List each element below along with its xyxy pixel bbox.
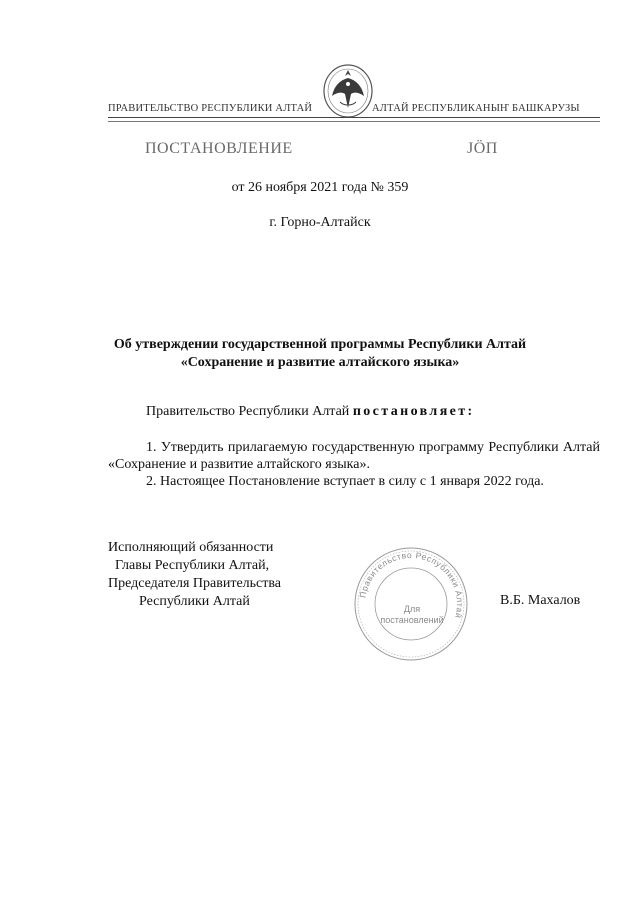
coat-of-arms-emblem <box>318 58 378 120</box>
stamp-inner-line-2: постановлений <box>380 615 444 625</box>
doc-type-ru: ПОСТАНОВЛЕНИЕ <box>145 140 293 157</box>
doc-type-alt: ЈӦП <box>467 140 498 157</box>
preamble-text: Правительство Республики Алтай <box>146 404 350 419</box>
title-line-1: Об утверждении государственной программы Республики Алтай <box>113 337 527 352</box>
header-rule-thin <box>108 121 600 122</box>
header-right-text: АЛТАЙ РЕСПУБЛИКАНЫҤ БАШКАРУЗЫ <box>372 103 580 114</box>
date-line: от 26 ноября 2021 года № 359 <box>231 180 409 195</box>
header-rule <box>108 117 600 118</box>
stamp-inner-line-1: Для <box>403 604 421 614</box>
signature-block <box>108 539 281 611</box>
signature-line-4: Республики Алтай <box>139 594 250 609</box>
paragraph-2: 2. Настоящее Постановление вступает в силу с 1 января 2022 года. <box>146 474 544 489</box>
signer-name: В.Б. Махалов <box>500 593 581 608</box>
title-line-2: «Сохранение и развитие алтайского языка» <box>180 355 460 370</box>
stamp-outer-text: Правительство Республики Алтай <box>357 549 466 620</box>
preamble <box>146 404 475 420</box>
signature-line-2: Главы Республики Алтай, <box>115 558 270 573</box>
signature-line-3: Председателя Правительства <box>108 576 282 591</box>
city-line: г. Горно-Алтайск <box>269 215 371 230</box>
header-left-text: ПРАВИТЕЛЬСТВО РЕСПУБЛИКИ АЛТАЙ <box>108 103 313 114</box>
stamp-inner-text <box>372 604 452 626</box>
paragraph-1: 1. Утвердить прилагаемую государственную программу Республики Алтай «Сохранение и развитие алтайского языка». <box>108 440 600 472</box>
document-title <box>0 336 640 372</box>
signature-line-1: Исполняющий обязанности <box>108 540 274 555</box>
preamble-emphasis: постановляет: <box>352 404 475 419</box>
